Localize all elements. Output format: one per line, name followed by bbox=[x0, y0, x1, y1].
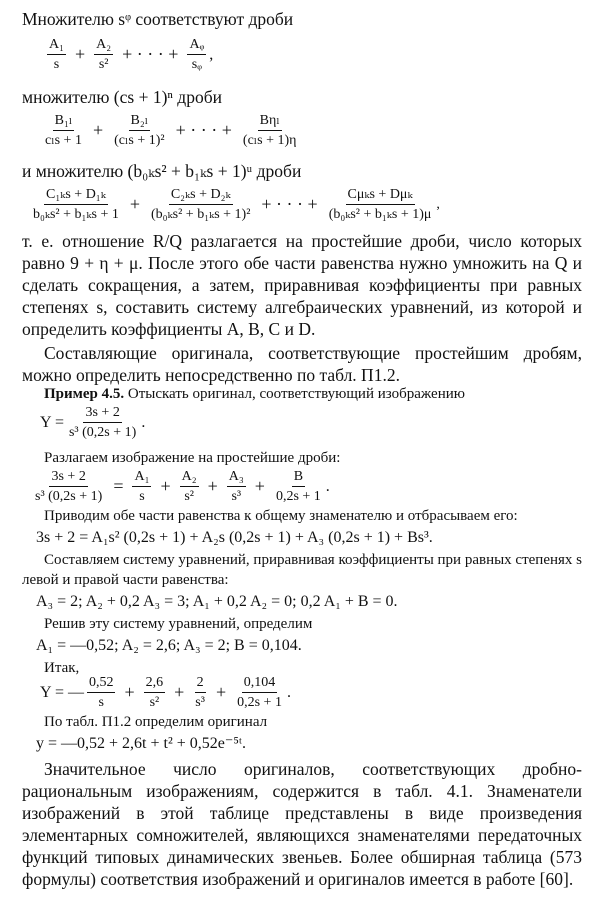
example-heading bbox=[22, 384, 582, 404]
formula-quadratic-fractions: $\frac{\text{C₁ₖs + D₁ₖ}}{\text{b₀ₖs² + b₁ₖs + 1}}$ + $\frac{\text{C₂ₖs + D₂ₖ}}{\text{(b₀ₖs² + b₁ₖs + 1)²}}$ + · · · + $\frac{\text{Cμₖs + Dμₖ}}{\text{(b₀ₖs² + b₁ₖs + 1)μ}}$ , bbox=[33, 187, 440, 222]
formula-result-y: Y = — $\frac{0,52}{s}$ + $\frac{2,6}{\text{s²}}$ + $\frac{2}{\text{s³}}$ + $\frac{0,104}{0,2s + 1}$ . bbox=[40, 675, 291, 710]
text-line-multiplier-quadratic: и множителю (b₀ₖs² + b₁ₖs + 1)ᵘ дроби bbox=[22, 161, 302, 181]
paragraph-components: Составляющие оригинала, соответствующие простейшим дробям, можно определить непосредственно по табл. П1.2. bbox=[22, 343, 582, 385]
paragraph-table-reference: Значительное число оригиналов, соответствующих дробно-рациональным изображениям, содержится в табл. 4.1. Знаменатели изображений в этой таблице представлены в виде произведения элементарных сомножителей, являющихся знаменателями передаточных функций типовых динамических звеньев. Более обширная таблица (573 формулы) соответствия изображений и оригиналов имеется в работе [60]. bbox=[22, 759, 582, 889]
step-table-lookup: По табл. П1.2 определим оригинал bbox=[44, 714, 268, 730]
example-statement: Отыскать оригинал, соответствующий изображению bbox=[124, 386, 465, 402]
equation-solution: A₁ = —0,52; A₂ = 2,6; A₃ = 2; B = 0,104. bbox=[36, 637, 302, 654]
text-line-multiplier-s: Множителю sᵠ соответствуют дроби bbox=[22, 9, 294, 29]
step-system: Составляем систему уравнений, приравнивая коэффициенты при равных степенях s левой и правой части равенства: bbox=[22, 552, 582, 588]
equation-common-denominator: 3s + 2 = A₁s² (0,2s + 1) + A₂s (0,2s + 1) + A₃ (0,2s + 1) + Bs³. bbox=[36, 529, 433, 546]
example-number: Пример 4.5. bbox=[44, 386, 125, 402]
equation-original: y = —0,52 + 2,6t + t² + 0,52e⁻⁵ᵗ. bbox=[36, 735, 246, 752]
step-thus: Итак, bbox=[44, 660, 80, 676]
formula-image-y: Y = $\frac{3s + 2}{\text{s³ (0,2s + 1)}}$ . bbox=[40, 405, 146, 440]
formula-cs-fractions: $\frac{\text{B₁ₗ}}{\text{cₗs + 1}}$ + $\frac{\text{B₂ₗ}}{\text{(cₗs + 1)²}}$ + · · · + $\frac{\text{Bηₗ}}{\text{(cₗs + 1)η}}$ bbox=[45, 113, 297, 148]
formula-partial-fractions: $\frac{3s + 2}{\text{s³ (0,2s + 1)}}$ = $\frac{\text{A₁}}{s}$ + $\frac{\text{A₂}}{\text{s²}}$ + $\frac{\text{A₃}}{\text{s³}}$ + $\frac{B}{0,2s + 1}$ . bbox=[35, 469, 330, 504]
equation-system: A₃ = 2; A₂ + 0,2 A₃ = 3; A₁ + 0,2 A₂ = 0; 0,2 A₁ + B = 0. bbox=[36, 593, 398, 610]
step-common-denominator: Приводим обе части равенства к общему знаменателю и отбрасываем его: bbox=[44, 508, 518, 524]
formula-s-fractions: $\frac{\text{A₁}}{s}$ + $\frac{\text{A₂}}{\text{s²}}$ + · · · + $\frac{\text{Aᵩ}}{\text{sᵩ}}$ , bbox=[49, 37, 214, 72]
text-line-multiplier-cs: множителю (cs + 1)ⁿ дроби bbox=[22, 87, 222, 107]
paragraph-decomposition: т. е. отношение R/Q разлагается на простейшие дроби, число которых равно 9 + η + μ. После этого обе части равенства нужно умножить на Q и сделать сокращения, а затем, приравнивая коэффициенты при равных степенях s, составить систему алгебраических уравнений, из которой и определить коэффициенты A, B, C и D. bbox=[22, 231, 582, 339]
step-solve: Решив эту систему уравнений, определим bbox=[44, 616, 313, 632]
step-decompose: Разлагаем изображение на простейшие дроби: bbox=[44, 450, 341, 466]
